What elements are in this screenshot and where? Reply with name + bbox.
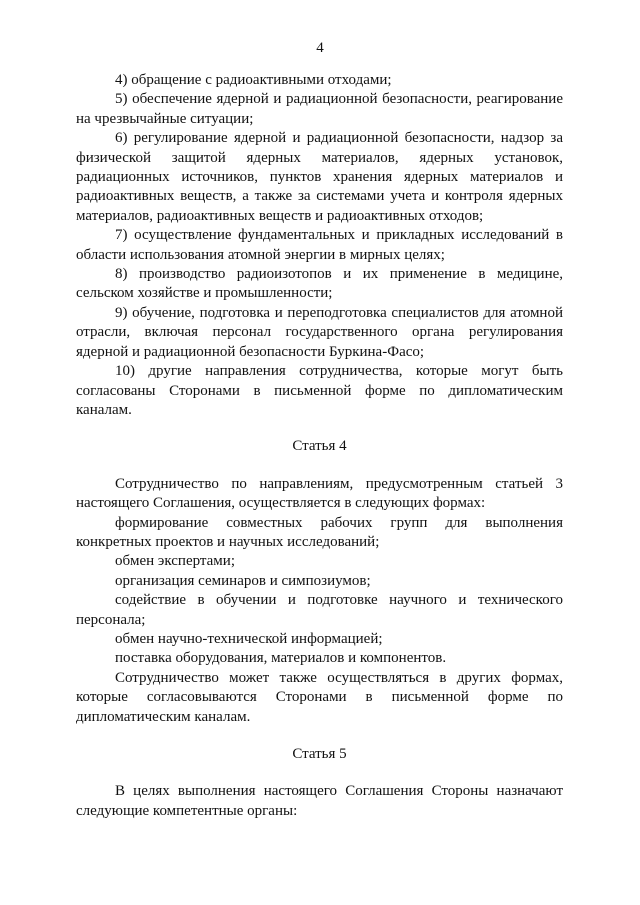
article4-form-3: организация семинаров и симпозиумов; [115, 572, 371, 589]
article3-item-6: 6) регулирование ядерной и радиационной безопасности, надзор за физической защитой ядерных материалов, ядерных установок, радиационных источников, пунктов хранения ядерных материалов и радиоактивных веществ, а также за системами учета и контроля ядерных материалов, радиоактивных веществ и радиоактивных отходов; [76, 130, 563, 224]
article3-item-7: 7) осуществление фундаментальных и прикладных исследований в области использования атомной энергии в мирных целях; [76, 227, 563, 263]
article4-form-1: формирование совместных рабочих групп для выполнения конкретных проектов и научных исследований; [76, 514, 563, 550]
document-body [76, 71, 563, 821]
article4-form-2: обмен экспертами; [115, 553, 235, 570]
article3-item-9: 9) обучение, подготовка и переподготовка специалистов для атомной отрасли, включая персонал государственного органа регулирования ядерной и радиационной безопасности Буркина-Фасо; [76, 304, 563, 360]
article5-heading: Статья 5 [292, 746, 347, 762]
article3-item-10: 10) другие направления сотрудничества, которые могут быть согласованы Сторонами в письменной форме по дипломатическим каналам. [76, 363, 563, 418]
article4-form-4: содействие в обучении и подготовке научного и технического персонала; [76, 592, 563, 628]
article4-heading: Статья 4 [292, 438, 347, 455]
article3-item-4: 4) обращение с радиоактивными отходами; [115, 72, 392, 88]
article4-closing: Сотрудничество может также осуществляться в других формах, которые согласовываются Сторонами в письменной форме по дипломатическим каналам. [76, 669, 563, 725]
page-number: 4 [316, 40, 324, 56]
article4-form-5: обмен научно-технической информацией; [115, 630, 383, 647]
article4-intro: Сотрудничество по направлениям, предусмотренным статьей 3 настоящего Соглашения, осуществляется в следующих формах: [76, 475, 563, 512]
article3-item-8: 8) производство радиоизотопов и их применение в медицине, сельском хозяйстве и промышленности; [76, 266, 563, 302]
article4-form-6: поставка оборудования, материалов и компонентов. [115, 650, 447, 667]
article5-intro: В целях выполнения настоящего Соглашения Стороны назначают следующие компетентные органы: [76, 783, 563, 819]
article3-item-5: 5) обеспечение ядерной и радиационной безопасности, реагирование на чрезвычайные ситуации; [76, 91, 563, 127]
